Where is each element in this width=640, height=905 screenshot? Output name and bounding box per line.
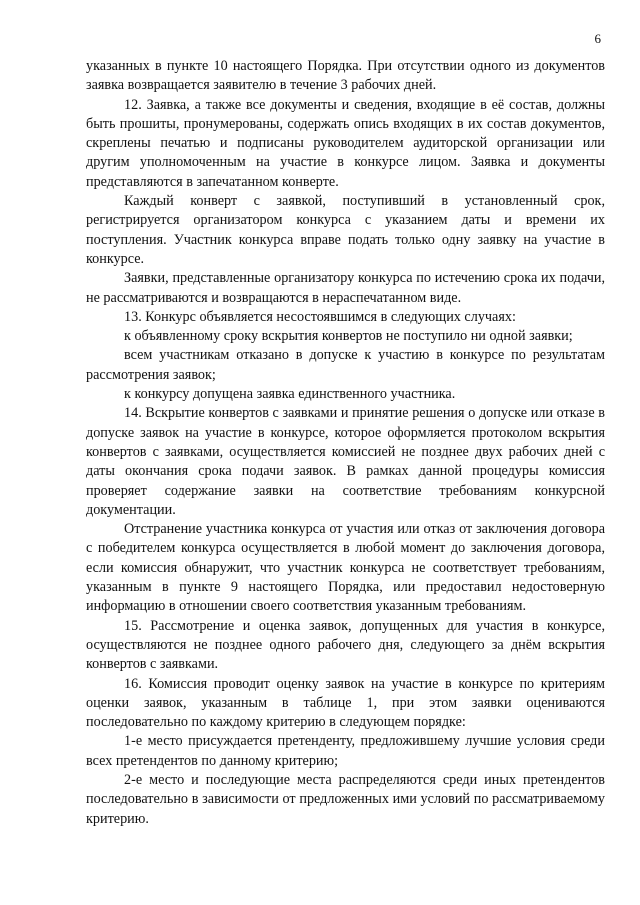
paragraph-late-applications: Заявки, представленные организатору конкурса по истечению срока их подачи, не рассматриваются и возвращаются в нераспечатанном виде.: [86, 270, 605, 306]
paragraph-continuation: указанных в пункте 10 настоящего Порядка. При отсутствии одного из документов заявка возвращается заявителю в течение 3 рабочих дней.: [86, 58, 605, 94]
list-item-single-participant: к конкурсу допущена заявка единственного участника.: [124, 386, 456, 403]
page-number: 6: [594, 31, 601, 46]
paragraph-item-15: 15. Рассмотрение и оценка заявок, допущенных для участия в конкурсе, осуществляются не позднее одного рабочего дня, следующего за днём вскрытия конвертов с заявками.: [86, 617, 605, 673]
paragraph-item-16: 16. Комиссия проводит оценку заявок на участие в конкурсе по критериям оценки заявок, указанным в таблице 1, при этом заявки оцениваются последовательно по каждому критерию в следующем порядке:: [86, 675, 605, 731]
list-item-all-rejected: всем участникам отказано в допуске к участию в конкурсе по результатам рассмотрения заявок;: [86, 347, 605, 383]
list-item-no-applications: к объявленному сроку вскрытия конвертов не поступило ни одной заявки;: [124, 328, 573, 345]
paragraph-participant-removal: Отстранение участника конкурса от участия или отказ от заключения договора с победителем конкурса осуществляется в любой момент до заключения договора, если комиссия обнаружит, что участник конкурса не соответствует требованиям, указанным в пункте 9 настоящего Порядка, или предоставил недостоверную информацию в отношении своего соответствия указанным требованиям.: [86, 521, 605, 615]
paragraph-item-14: 14. Вскрытие конвертов с заявками и принятие решения о допуске или отказе в допуске заявок на участие в конкурсе, которое оформляется протоколом вскрытия конвертов с заявками, осуществляется комиссией не позднее двух рабочих дней с даты окончания срока подачи заявок. В рамках данной процедуры комиссия проверяет содержание заявки на соответствие требованиям конкурсной документации.: [86, 405, 605, 518]
paragraph-item-12: 12. Заявка, а также все документы и сведения, входящие в её состав, должны быть прошиты, пронумерованы, содержать опись входящих в их состав документов, скреплены печатью и подписаны руководителем аудиторской организации или другим уполномоченным на участие в конкурсе лицом. Заявка и документы представляются в запечатанном конверте.: [86, 96, 605, 190]
list-item-first-place: 1-е место присуждается претенденту, предложившему лучшие условия среди всех претендентов по данному критерию;: [86, 733, 605, 769]
paragraph-envelope-registration: Каждый конверт с заявкой, поступивший в установленный срок, регистрируется организатором конкурса с указанием даты и времени их поступления. Участник конкурса вправе подать только одну заявку на участие в конкурсе.: [86, 193, 605, 267]
paragraph-item-13: 13. Конкурс объявляется несостоявшимся в следующих случаях:: [124, 308, 516, 325]
list-item-second-place: 2-е место и последующие места распределяются среди иных претендентов последовательно в зависимости от предложенных ими условий по рассматриваемому критерию.: [86, 771, 605, 827]
document-body: [86, 57, 605, 829]
